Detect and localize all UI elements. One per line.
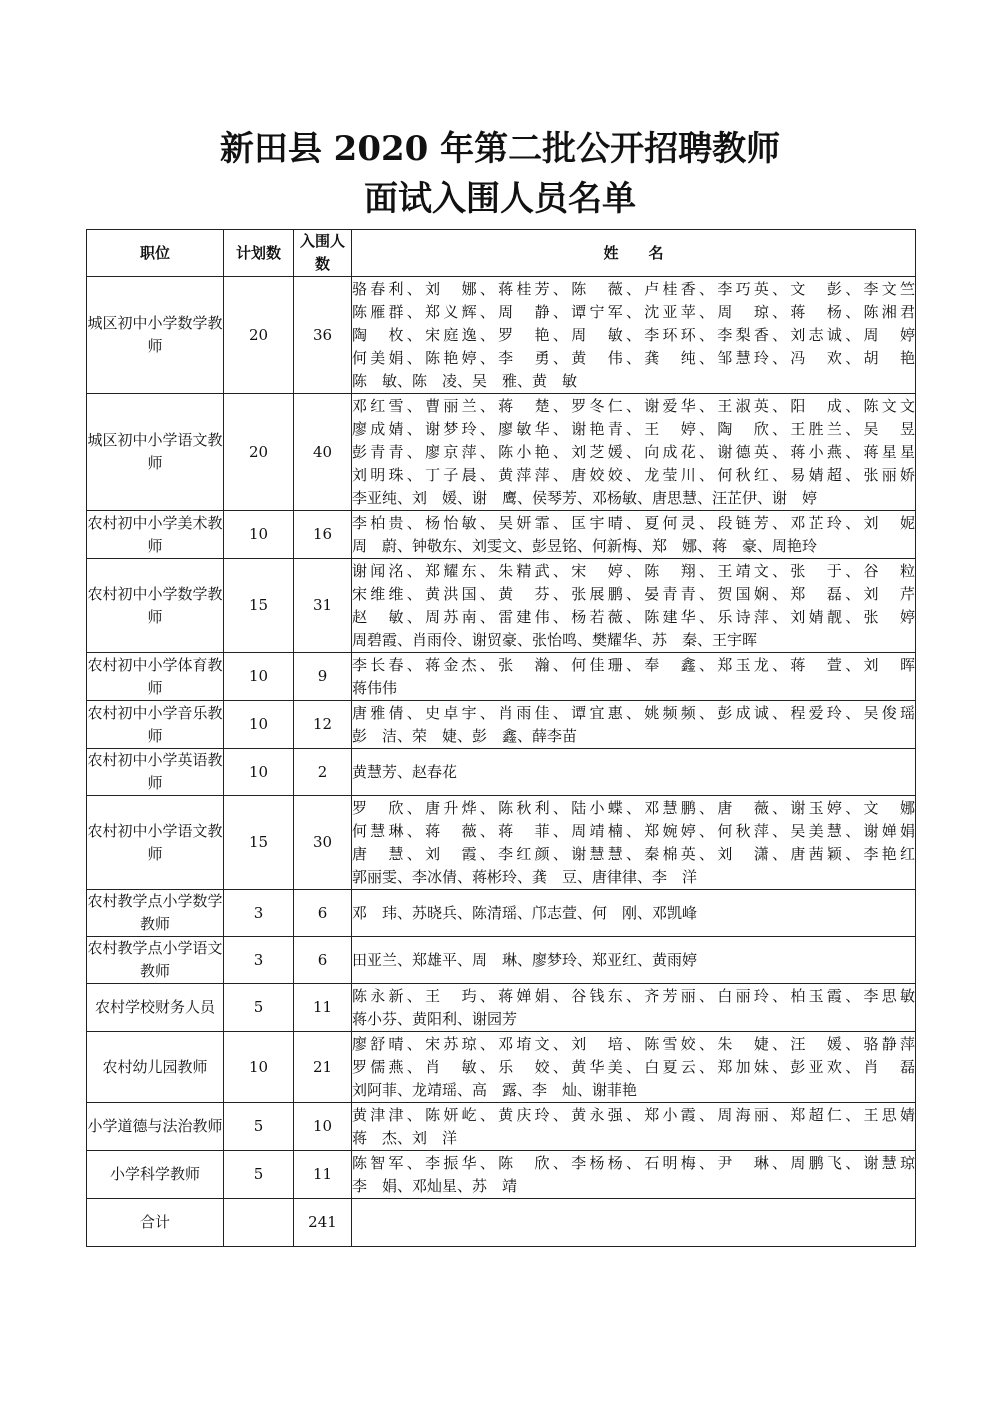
names-line: 谢闻洺、郑耀东、朱精武、宋 婷、陈 翔、王靖文、张 于、谷 粒 — [352, 561, 915, 580]
table-row — [87, 1151, 916, 1199]
names-cell — [352, 796, 916, 890]
names-line: 周碧霞、肖雨伶、谢贸豪、张怡鸣、樊耀华、苏 秦、王宇晖 — [352, 630, 758, 649]
total-plan — [224, 1199, 294, 1247]
names-line: 刘阿菲、龙靖瑶、高 露、李 灿、谢菲艳 — [352, 1080, 638, 1099]
names-cell — [352, 1151, 916, 1199]
names-cell — [352, 701, 916, 749]
names-line: 陈 敏、陈 凌、吴 雅、黄 敏 — [352, 371, 578, 390]
names-line: 李亚纯、刘 媛、谢 鹰、侯琴芳、邓杨敏、唐思慧、汪芷伊、谢 婷 — [352, 488, 818, 507]
table-row — [87, 890, 916, 937]
position-cell: 农村初中小学英语教师 — [87, 749, 224, 796]
title-line-2: 面试入围人员名单 — [364, 179, 636, 219]
plan-cell: 10 — [224, 653, 294, 701]
count-cell: 12 — [294, 701, 352, 749]
plan-cell: 5 — [224, 1151, 294, 1199]
table-row — [87, 511, 916, 559]
header-plan: 计划数 — [224, 230, 294, 277]
count-cell: 11 — [294, 984, 352, 1032]
position-cell: 农村初中小学美术教师 — [87, 511, 224, 559]
count-cell: 30 — [294, 796, 352, 890]
header-row — [87, 230, 916, 277]
names-line: 陶 枚、宋庭逸、罗 艳、周 敏、李环环、李梨香、刘志诚、周 婷 — [352, 325, 915, 344]
candidate-table — [86, 229, 916, 1247]
count-cell: 2 — [294, 749, 352, 796]
plan-cell: 15 — [224, 796, 294, 890]
names-line: 罗 欣、唐升烨、陈秋利、陆小蝶、邓慧鹏、唐 薇、谢玉婷、文 娜 — [352, 798, 915, 817]
names-line: 李 娟、邓灿星、苏 靖 — [352, 1176, 518, 1195]
names-line: 罗儒燕、肖 敏、乐 姣、黄华美、白夏云、郑加妹、彭亚欢、肖 磊 — [352, 1057, 915, 1076]
total-label: 合计 — [87, 1199, 224, 1247]
names-line: 唐 慧、刘 霞、李红颜、谢慧慧、秦棉英、刘 潇、唐茜颖、李艳红 — [352, 844, 915, 863]
header-position: 职位 — [87, 230, 224, 277]
count-cell: 21 — [294, 1032, 352, 1103]
names-line: 唐雅倩、史卓宇、肖雨佳、谭宜惠、姚频频、彭成诚、程爱玲、吴俊瑶 — [352, 703, 915, 722]
plan-cell: 20 — [224, 277, 294, 394]
names-line: 蒋小芬、黄阳利、谢园芳 — [352, 1009, 518, 1028]
table-row — [87, 653, 916, 701]
plan-cell: 10 — [224, 749, 294, 796]
table-row — [87, 937, 916, 984]
names-line: 邓红雪、曹丽兰、蒋 楚、罗冬仁、谢爱华、王淑英、阳 成、陈文文 — [352, 396, 915, 415]
names-line: 黄慧芳、赵春花 — [352, 762, 458, 781]
names-line: 陈永新、王 玙、蒋婵娟、谷钱东、齐芳丽、白丽玲、柏玉霞、李思敏 — [352, 986, 915, 1005]
names-line: 蒋 杰、刘 洋 — [352, 1128, 458, 1147]
table-body — [87, 277, 916, 1199]
position-cell: 农村初中小学音乐教师 — [87, 701, 224, 749]
table-row — [87, 277, 916, 394]
names-cell — [352, 1032, 916, 1103]
plan-cell: 10 — [224, 1032, 294, 1103]
names-line: 廖舒晴、宋苏琼、邓堉文、刘 培、陈雪姣、朱 婕、汪 媛、骆静萍 — [352, 1034, 915, 1053]
total-row — [87, 1199, 916, 1247]
names-line: 邓 玮、苏晓兵、陈清瑶、邝志萱、何 刚、邓凯峰 — [352, 903, 698, 922]
table-row — [87, 1103, 916, 1151]
count-cell: 16 — [294, 511, 352, 559]
total-count: 241 — [294, 1199, 352, 1247]
table-row — [87, 984, 916, 1032]
position-cell: 小学科学教师 — [87, 1151, 224, 1199]
position-cell: 农村初中小学数学教师 — [87, 559, 224, 653]
count-cell: 36 — [294, 277, 352, 394]
header-names: 姓 名 — [352, 230, 916, 277]
title-line-1: 新田县 2020 年第二批公开招聘教师 — [219, 129, 781, 169]
plan-cell: 3 — [224, 890, 294, 937]
count-cell: 6 — [294, 890, 352, 937]
table-row — [87, 1032, 916, 1103]
names-cell — [352, 559, 916, 653]
header-count: 入围人数 — [294, 230, 352, 277]
plan-cell: 10 — [224, 701, 294, 749]
position-cell: 小学道德与法治教师 — [87, 1103, 224, 1151]
count-cell: 10 — [294, 1103, 352, 1151]
names-line: 刘明珠、丁子晨、黄萍萍、唐姣姣、龙莹川、何秋红、易婧超、张丽娇 — [352, 465, 915, 484]
total-names — [352, 1199, 916, 1247]
position-cell: 农村幼儿园教师 — [87, 1032, 224, 1103]
table-row — [87, 749, 916, 796]
names-line: 郭丽雯、李冰倩、蒋彬玲、龚 豆、唐律律、李 洋 — [352, 867, 698, 886]
table-row — [87, 796, 916, 890]
position-cell: 农村初中小学语文教师 — [87, 796, 224, 890]
plan-cell: 20 — [224, 394, 294, 511]
position-cell: 农村学校财务人员 — [87, 984, 224, 1032]
count-cell: 11 — [294, 1151, 352, 1199]
names-cell — [352, 394, 916, 511]
names-line: 李长春、蒋金杰、张 瀚、何佳珊、奉 鑫、郑玉龙、蒋 萱、刘 晖 — [352, 655, 915, 674]
names-line: 廖成婧、谢梦玲、廖敏华、谢艳青、王 婷、陶 欣、王胜兰、吴 昱 — [352, 419, 915, 438]
position-cell: 农村教学点小学数学教师 — [87, 890, 224, 937]
names-cell — [352, 1103, 916, 1151]
table-row — [87, 394, 916, 511]
plan-cell: 5 — [224, 984, 294, 1032]
names-cell — [352, 653, 916, 701]
plan-cell: 10 — [224, 511, 294, 559]
names-line: 蒋伟伟 — [352, 678, 398, 697]
names-cell — [352, 749, 916, 796]
position-cell: 城区初中小学数学教师 — [87, 277, 224, 394]
count-cell: 31 — [294, 559, 352, 653]
plan-cell: 15 — [224, 559, 294, 653]
position-cell: 农村初中小学体育教师 — [87, 653, 224, 701]
position-cell: 城区初中小学语文教师 — [87, 394, 224, 511]
plan-cell: 5 — [224, 1103, 294, 1151]
names-line: 何美娟、陈艳婷、李 勇、黄 伟、龚 纯、邹慧玲、冯 欢、胡 艳 — [352, 348, 915, 367]
names-line: 周 蔚、钟敬东、刘雯文、彭昱铭、何新梅、郑 娜、蒋 豪、周艳玲 — [352, 536, 818, 555]
position-cell: 农村教学点小学语文教师 — [87, 937, 224, 984]
names-cell — [352, 511, 916, 559]
count-cell: 40 — [294, 394, 352, 511]
names-line: 彭 洁、荣 婕、彭 鑫、薛李苗 — [352, 726, 578, 745]
names-cell — [352, 937, 916, 984]
names-line: 彭青青、廖京萍、陈小艳、刘芝媛、向成花、谢德英、蒋小燕、蒋星星 — [352, 442, 915, 461]
names-line: 陈雁群、郑义辉、周 静、谭宁军、沈亚苹、周 琼、蒋 杨、陈湘君 — [352, 302, 915, 321]
plan-cell: 3 — [224, 937, 294, 984]
names-line: 赵 敏、周苏南、雷建伟、杨若薇、陈建华、乐诗萍、刘婧靓、张 婷 — [352, 607, 915, 626]
names-line: 骆春利、刘 娜、蒋桂芳、陈 薇、卢桂香、李巧英、文 彭、李文竺 — [352, 279, 915, 298]
document-title — [0, 124, 1000, 224]
names-cell — [352, 890, 916, 937]
names-line: 何慧琳、蒋 薇、蒋 菲、周靖楠、郑婉婷、何秋萍、吴美慧、谢婵娟 — [352, 821, 915, 840]
table-row — [87, 559, 916, 653]
names-cell — [352, 277, 916, 394]
names-line: 李柏贵、杨怡敏、吴妍霏、匡宇晴、夏何灵、段链芳、邓芷玲、刘 妮 — [352, 513, 915, 532]
count-cell: 6 — [294, 937, 352, 984]
table-row — [87, 701, 916, 749]
names-line: 陈智军、李振华、陈 欣、李杨杨、石明梅、尹 琳、周鹏飞、谢慧琼 — [352, 1153, 915, 1172]
names-line: 黄津津、陈妍屹、黄庆玲、黄永强、郑小霞、周海丽、郑超仁、王思婧 — [352, 1105, 915, 1124]
names-line: 田亚兰、郑雄平、周 琳、廖梦玲、郑亚红、黄雨婷 — [352, 950, 698, 969]
names-line: 宋维维、黄洪国、黄 芬、张展鹏、晏青青、贺国娴、郑 磊、刘 芹 — [352, 584, 915, 603]
count-cell: 9 — [294, 653, 352, 701]
names-cell — [352, 984, 916, 1032]
